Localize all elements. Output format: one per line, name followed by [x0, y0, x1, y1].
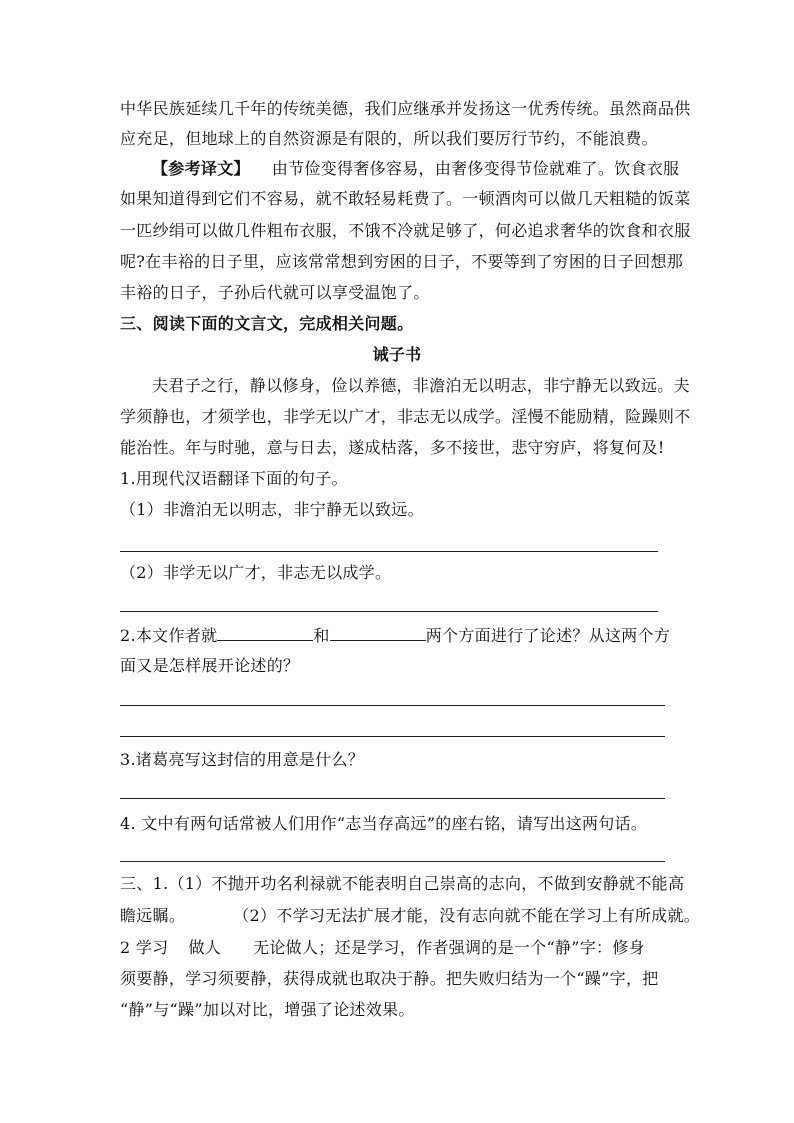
answer-line	[120, 705, 665, 706]
passage-line: 能治性。年与时驰，意与日去，遂成枯落，多不接世，悲守穷庐，将复何及!	[120, 438, 665, 457]
translation-line: 丰裕的日子，子孙后代就可以享受温饱了。	[120, 283, 430, 302]
answer-line	[120, 861, 665, 862]
translation-line: 如果知道得到它们不容易，就不敢轻易耗费了。一顿酒肉可以做几天粗糙的饭菜	[120, 189, 691, 208]
question-2	[120, 624, 670, 647]
answer-2-number: 2 学习	[120, 938, 169, 957]
translation-line: 呢?在丰裕的日子里，应该常常想到穷困的日子，不要等到了穷困的日子回想那	[120, 252, 684, 271]
paragraph-line: 中华民族延续几千年的传统美德，我们应继承并发扬这一优秀传统。虽然商品供	[120, 99, 691, 118]
question-2-line2: 面又是怎样展开论述的？	[120, 656, 300, 675]
fill-in-blank[interactable]	[330, 624, 426, 641]
question-1: 1.用现代汉语翻译下面的句子。	[120, 469, 348, 488]
question-4: 4. 文中有两句话常被人们用作“志当存高远”的座右铭，请写出这两句话。	[120, 814, 648, 833]
answer-line	[120, 736, 665, 737]
question-2-suffix: 两个方面进行了论述？从这两个方	[425, 626, 671, 645]
paragraph-line: 应充足，但地球上的自然资源是有限的，所以我们要厉行节约，不能浪费。	[120, 129, 658, 148]
answer-2-line2: 须要静，学习须要静，获得成就也取决于静。把失败归结为一个“躁”字，把	[120, 969, 659, 988]
answer-2-line1	[120, 937, 645, 959]
answer-1-part2: （2）不学习无法扩展才能，没有志向就不能在学习上有所成就。	[233, 906, 701, 925]
answer-2-word: 做人	[188, 938, 222, 957]
passage-line: 夫君子之行，静以修身，俭以养德，非澹泊无以明志，非宁静无以致远。夫	[152, 376, 690, 395]
answer-1-line2	[120, 905, 700, 927]
fill-in-blank[interactable]	[217, 624, 313, 641]
answer-line	[120, 798, 665, 799]
translation-label: 【参考译文】	[152, 159, 250, 178]
section-heading: 三、阅读下面的文言文，完成相关问题。	[120, 314, 414, 333]
question-2-prefix: 2.本文作者就	[120, 626, 218, 645]
answer-2-line3: “静”与“躁”加以对比，增强了论述效果。	[120, 1000, 415, 1019]
passage-line: 学须静也，才须学也，非学无以广才，非志无以成学。淫慢不能励精，险躁则不	[120, 407, 691, 426]
answer-line	[120, 611, 658, 612]
passage-title: 诫子书	[372, 345, 422, 364]
translation-first-line	[152, 158, 679, 180]
answer-line	[120, 551, 658, 552]
answer-1-line1: 三、1.（1）不抛开功名利禄就不能表明自己崇高的志向，不做到安静就不能高	[120, 874, 685, 893]
question-2-and: 和	[313, 626, 330, 645]
answer-2-text: 无论做人；还是学习，作者强调的是一个“静”字：修身	[253, 938, 645, 957]
question-3: 3.诸葛亮写这封信的用意是什么？	[120, 750, 365, 769]
translation-line: 一匹纱绢可以做几件粗布衣服，不饿不冷就足够了，何必追求奢华的饮食和衣服	[120, 221, 691, 240]
translation-text: 由节俭变得奢侈容易，由奢侈变得节俭就难了。饮食衣服	[271, 159, 680, 178]
question-1b: （2）非学无以广才，非志无以成学。	[120, 563, 392, 582]
answer-1-part1: 瞻远瞩。	[120, 906, 186, 925]
question-1a: （1）非澹泊无以明志，非宁静无以致远。	[120, 500, 424, 519]
